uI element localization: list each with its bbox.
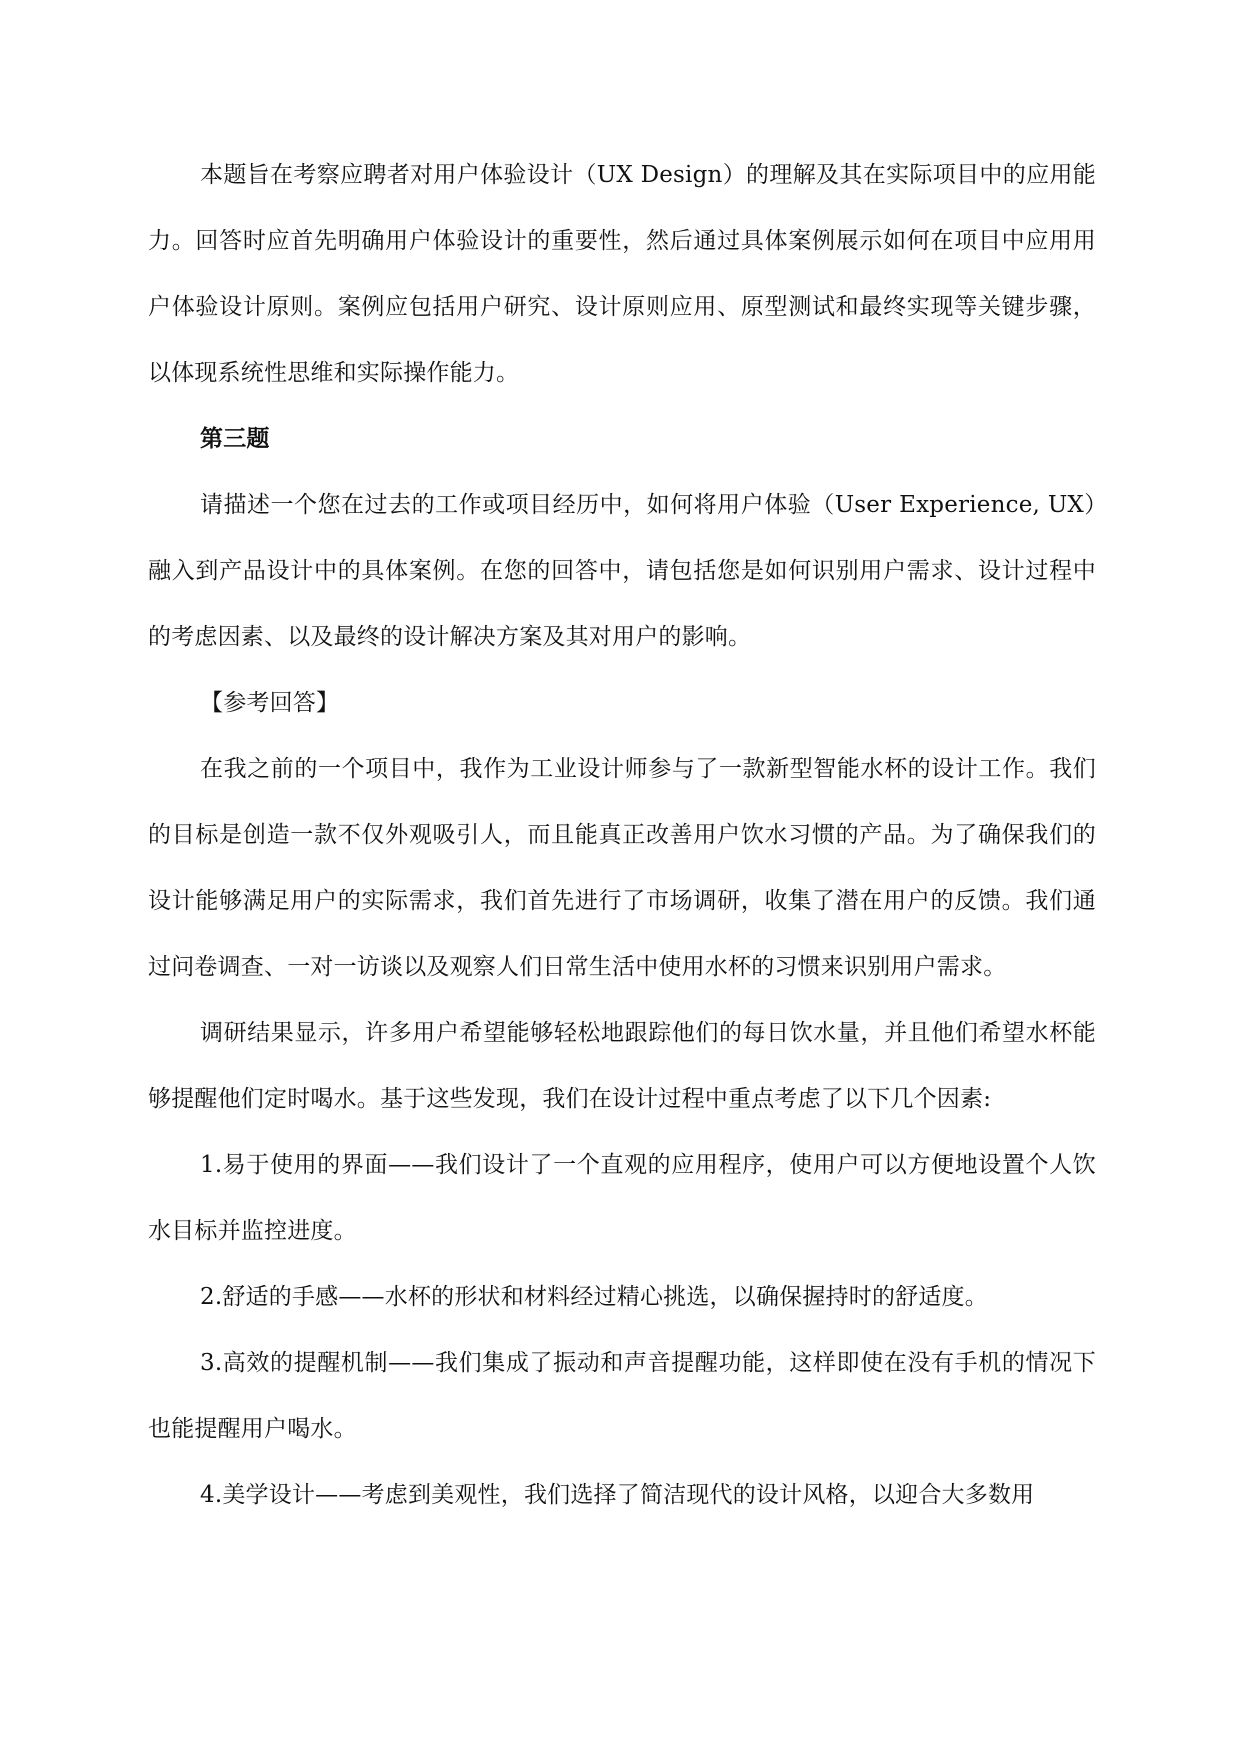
paragraph-research-results: 调研结果显示，许多用户希望能够轻松地跟踪他们的每日饮水量，并且他们希望水杯能够提醒他们定时喝水。基于这些发现，我们在设计过程中重点考虑了以下几个因素:	[148, 1020, 1096, 1112]
list-item-aesthetics: 4.美学设计——考虑到美观性，我们选择了简洁现代的设计风格，以迎合大多数用	[200, 1482, 1035, 1508]
document-body	[148, 142, 1096, 1528]
list-item-comfort: 2.舒适的手感——水杯的形状和材料经过精心挑选，以确保握持时的舒适度。	[200, 1284, 988, 1310]
paragraph-question-three: 请描述一个您在过去的工作或项目经历中，如何将用户体验（User Experience, UX）融入到产品设计中的具体案例。在您的回答中，请包括您是如何识别用户需求、设计过程中的考虑因素、以及最终的设计解决方案及其对用户的影响。	[148, 492, 1096, 650]
list-item-interface: 1.易于使用的界面——我们设计了一个直观的应用程序，使用户可以方便地设置个人饮水目标并监控进度。	[148, 1152, 1096, 1244]
list-item-reminder: 3.高效的提醒机制——我们集成了振动和声音提醒功能，这样即使在没有手机的情况下也能提醒用户喝水。	[148, 1350, 1096, 1442]
paragraph-question-analysis: 本题旨在考察应聘者对用户体验设计（UX Design）的理解及其在实际项目中的应用能力。回答时应首先明确用户体验设计的重要性，然后通过具体案例展示如何在项目中应用用户体验设计原则。案例应包括用户研究、设计原则应用、原型测试和最终实现等关键步骤，以体现系统性思维和实际操作能力。	[148, 162, 1096, 386]
section-heading-question-three: 第三题	[200, 425, 270, 452]
paragraph-answer-intro: 在我之前的一个项目中，我作为工业设计师参与了一款新型智能水杯的设计工作。我们的目标是创造一款不仅外观吸引人，而且能真正改善用户饮水习惯的产品。为了确保我们的设计能够满足用户的实际需求，我们首先进行了市场调研，收集了潜在用户的反馈。我们通过问卷调查、一对一访谈以及观察人们日常生活中使用水杯的习惯来识别用户需求。	[148, 756, 1096, 980]
reference-answer-label: 【参考回答】	[200, 690, 340, 716]
